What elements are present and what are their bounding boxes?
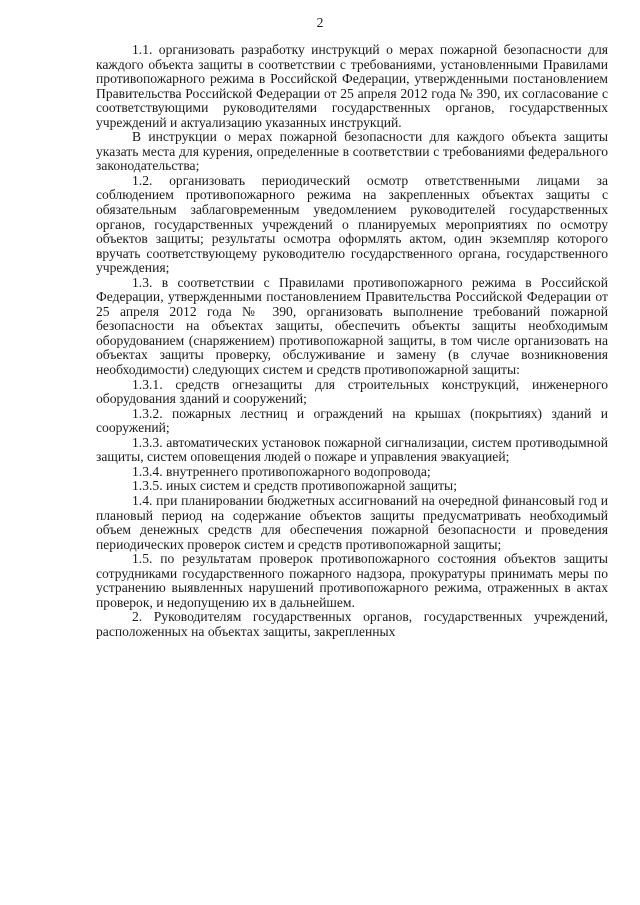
page-number: 2	[316, 15, 324, 30]
paragraph-1-3: 1.3. в соответствии с Правилами противопожарного режима в Российской Федерации, утвержденными постановлением Правительства Российской Федерации от 25 апреля 2012 года № 390, организовать выполнение требований пожарной безопасности на объектах защиты, обеспечить объекты защиты необходимым оборудованием (снаряжением) противопожарной защиты, в том числе организовать на объектах защиты проверку, обслуживание и замену (в случае возникновения необходимости) следующих систем и средств противопожарной защиты:	[96, 274, 608, 378]
paragraph-1-3-4: 1.3.4. внутреннего противопожарного водопровода;	[132, 463, 431, 479]
paragraph-smoking-places: В инструкции о мерах пожарной безопасности для каждого объекта защиты указать места для курения, определенные в соответствии с требованиями федерального законодательства;	[96, 129, 608, 174]
paragraph-1-4: 1.4. при планировании бюджетных ассигнований на очередной финансовый год и плановый период на содержание объектов защиты предусматривать необходимый объем денежных средств для обеспечения пожарной безопасности и проведения периодических проверок систем и средств противопожарной защиты;	[96, 492, 608, 552]
paragraph-1-3-3: 1.3.3. автоматических установок пожарной сигнализации, систем противодымной защиты, систем оповещения людей о пожаре и управления эвакуацией;	[96, 434, 608, 465]
paragraph-2: 2. Руководителям государственных органов, государственных учреждений, расположенных на объектах защиты, закрепленных	[96, 609, 608, 639]
document-body	[96, 43, 608, 639]
paragraph-1-2: 1.2. организовать периодический осмотр ответственными лицами за соблюдением противопожарного режима на закрепленных объектах защиты с обязательным заблаговременным уведомлением руководителей государственных органов, государственных учреждений о планируемых мероприятиях по осмотру объектов защиты; результаты осмотра оформлять актом, один экземпляр которого вручать соответствующему руководителю государственного органа, государственного учреждения;	[96, 172, 608, 276]
paragraph-1-5: 1.5. по результатам проверок противопожарного состояния объектов защиты сотрудниками государственного пожарного надзора, прокуратуры принимать меры по устранению выявленных нарушений противопожарного режима, отраженных в актах проверок, и недопущению их в дальнейшем.	[96, 551, 608, 610]
paragraph-1-3-1: 1.3.1. средств огнезащиты для строительных конструкций, инженерного оборудования зданий и сооружений;	[96, 376, 608, 407]
paragraph-1-3-5: 1.3.5. иных систем и средств противопожарной защиты;	[132, 478, 457, 494]
paragraph-1-3-2: 1.3.2. пожарных лестниц и ограждений на крышах (покрытиях) зданий и сооружений;	[96, 405, 608, 436]
paragraph-1-1: 1.1. организовать разработку инструкций о мерах пожарной безопасности для каждого объекта защиты в соответствии с требованиями, установленными Правилами противопожарного режима в Российской Федерации, утвержденными постановлением Правительства Российской Федерации от 25 апреля 2012 года № 390, их согласование с соответствующими руководителями государственных органов, государственных учреждений и актуализацию указанных инструкций.	[96, 42, 608, 130]
